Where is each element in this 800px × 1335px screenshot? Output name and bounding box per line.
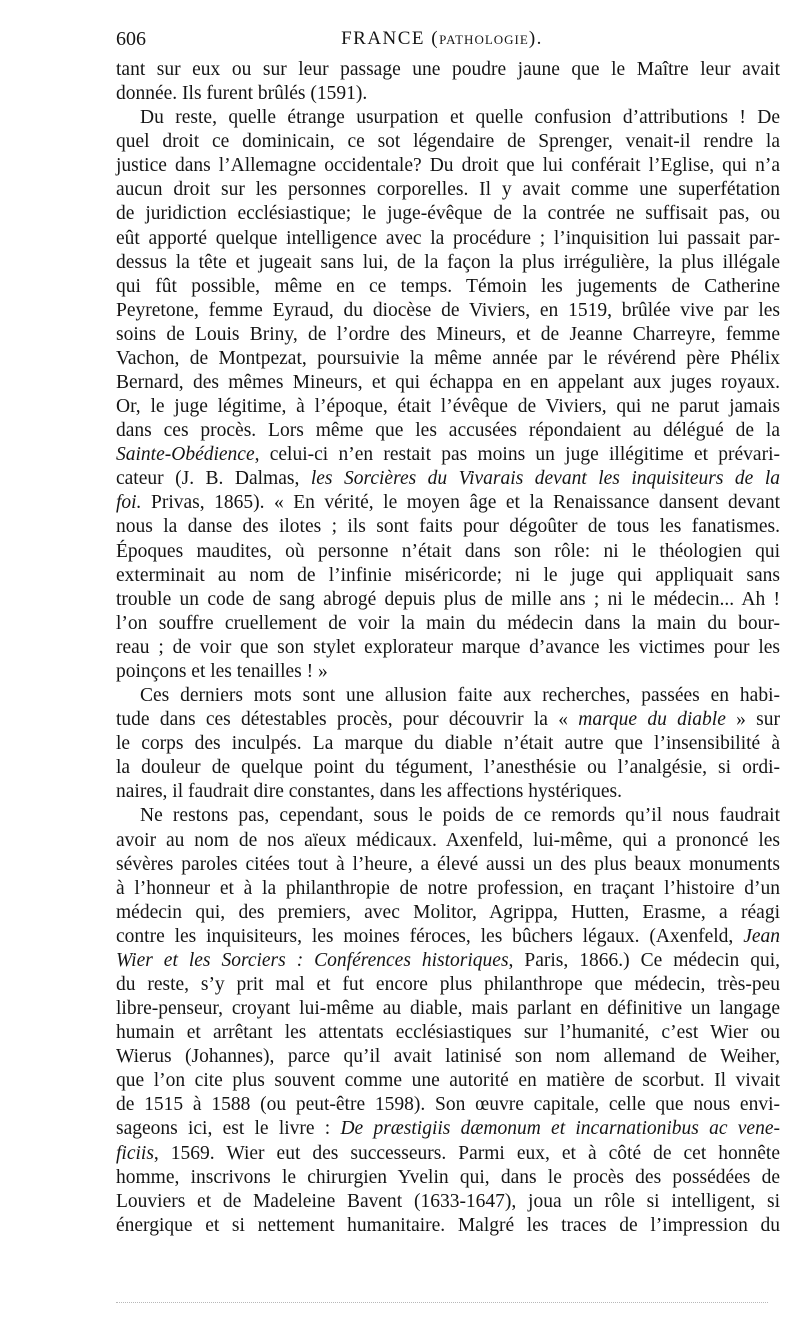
text-line: Wierus (Johannes), parce qu’il avait latinisé son nom allemand de Weiher, [116, 1046, 780, 1068]
text-line: du reste, s’y prit mal et fut encore plus philanthrope que médecin, très-peu [116, 973, 780, 995]
text-line: la douleur de quelque point du tégument, l’anesthésie ou l’analgésie, si ordi- [116, 757, 780, 779]
text-line: Ces derniers mots sont une allusion faite aux recherches, passées en habi- [140, 685, 780, 707]
text-line: humain et arrêtant les attentats ecclésiastiques sur l’humanité, c’est Wier ou [116, 1022, 780, 1044]
text-line: que l’on cite plus souvent comme une autorité en matière de scorbut. Il vivait [116, 1070, 780, 1092]
text-line: dessus la tête et jugeait sans lui, de la façon la plus irrégulière, la plus illégale [116, 251, 780, 273]
text-line: aucun droit sur les personnes corporelles. Il y avait comme une superfétation [116, 179, 780, 201]
text-line: énergique et si nettement humanitaire. Malgré les traces de l’impression du [116, 1214, 780, 1236]
text-line: Wier et les Sorciers : Conférences historiques, Paris, 1866.) Ce médecin qui, [116, 949, 780, 971]
text-line: homme, inscrivons le chirurgien Yvelin qui, dans le procès des possédées de [116, 1166, 780, 1188]
text-line: libre-penseur, croyant lui-même au diable, mais parlant en définitive un langage [116, 998, 780, 1020]
text-line: eût apporté quelque intelligence avec la procédure ; l’inquisition lui passait par- [116, 227, 780, 249]
text-line: Peyretone, femme Eyraud, du diocèse de Viviers, en 1519, brûlée vive par les [116, 299, 780, 321]
bottom-rule [116, 1302, 768, 1303]
text-line: Époques maudites, où personne n’était dans son rôle: ni le théologien qui [116, 540, 780, 562]
text-line: Sainte-Obédience, celui-ci n’en restait pas moins un juge illégitime et prévari- [116, 444, 780, 466]
text-line: contre les inquisiteurs, les moines féroces, les bûchers légaux. (Axenfeld, Jean [116, 925, 780, 947]
text-line: Louviers et de Madeleine Bavent (1633-1647), joua un rôle si intelligent, si [116, 1190, 780, 1212]
text-line: le corps des inculpés. La marque du diable n’était autre que l’insensibilité à [116, 733, 780, 755]
text-line: soins de Louis Briny, de l’ordre des Mineurs, et de Jeanne Charreyre, femme [116, 323, 780, 345]
page-number: 606 [116, 28, 146, 50]
text-line: tant sur eux ou sur leur passage une poudre jaune que le Maître leur avait [116, 59, 780, 80]
text-line: dans ces procès. Lors même que les accusées répondaient au délégué de la [116, 420, 780, 442]
text-line: donnée. Ils furent brûlés (1591). [116, 83, 368, 105]
text-line: sévères paroles citées tout à l’heure, a élevé aussi un des plus beaux monuments [116, 853, 780, 875]
text-line: qui fût possible, même en ce temps. Témoin les jugements de Catherine [116, 275, 780, 297]
text-line: trouble un code de sang abrogé depuis plus de mille ans ; ni le médecin... Ah ! [116, 588, 780, 610]
text-line: Or, le juge légitime, à l’époque, était l’évêque de Viviers, qui ne parut jamais [116, 396, 780, 418]
text-line: justice dans l’Allemagne occidentale? Du droit que lui conférait l’Eglise, qui n’a [116, 155, 780, 177]
text-line: reau ; de voir que son stylet explorateur marque d’avance les victimes pour les [116, 636, 780, 658]
text-line: Du reste, quelle étrange usurpation et quelle confusion d’attributions ! De [140, 107, 780, 129]
body-text [116, 58, 780, 1238]
text-line: naires, il faudrait dire constantes, dans les affections hystériques. [116, 781, 622, 803]
text-line: de 1515 à 1588 (ou peut-être 1598). Son œuvre capitale, celle que nous envi- [116, 1094, 780, 1116]
text-line: l’on souffre cruellement de voir la main du médecin dans la main du bour- [116, 612, 780, 634]
text-line: nous la danse des ilotes ; ils sont faits pour dégoûter de tous les fanatismes. [116, 516, 780, 538]
text-line: sageons ici, est le livre : De præstigiis dæmonum et incarnationibus ac vene- [116, 1118, 780, 1140]
running-title-subject: PATHOLOGIE [439, 32, 529, 47]
text-line: exterminait au nom de l’infinie miséricorde; ni le juge qui appliquait sans [116, 564, 780, 586]
running-title-main: FRANCE ( [341, 28, 440, 49]
text-line: cateur (J. B. Dalmas, les Sorcières du Vivarais devant les inquisiteurs de la [116, 468, 780, 490]
text-line: avoir au nom de nos aïeux médicaux. Axenfeld, lui-même, qui a prononcé les [116, 829, 780, 851]
text-line: de juridiction ecclésiastique; le juge-évêque de la contrée ne suffisait pas, ou [116, 203, 780, 225]
text-line: Vachon, de Montpezat, poursuivie la même année par le révérend père Phélix [116, 347, 780, 369]
running-title-end: ). [528, 28, 543, 49]
running-title [116, 28, 768, 50]
text-line: tude dans ces détestables procès, pour découvrir la « marque du diable » sur [116, 709, 780, 731]
text-line: médecin qui, des premiers, avec Molitor, Agrippa, Hutten, Erasme, a réagi [116, 901, 780, 923]
text-line: quel droit ce dominicain, ce sot légendaire de Sprenger, venait-il rendre la [116, 131, 780, 153]
text-line: ficiis, 1569. Wier eut des successeurs. Parmi eux, et à côté de cet honnête [116, 1142, 780, 1164]
running-header [116, 28, 768, 56]
text-line: à l’honneur et à la philanthropie de notre profession, en traçant l’histoire d’un [116, 877, 780, 899]
text-line: poinçons et les tenailles ! » [116, 660, 328, 682]
text-line: Ne restons pas, cependant, sous le poids de ce remords qu’il nous faudrait [140, 805, 780, 827]
text-line: foi. Privas, 1865). « En vérité, le moyen âge et la Renaissance dansent devant [116, 492, 780, 514]
text-line: Bernard, des mêmes Mineurs, et qui échappa en en appelant aux juges royaux. [116, 372, 780, 394]
